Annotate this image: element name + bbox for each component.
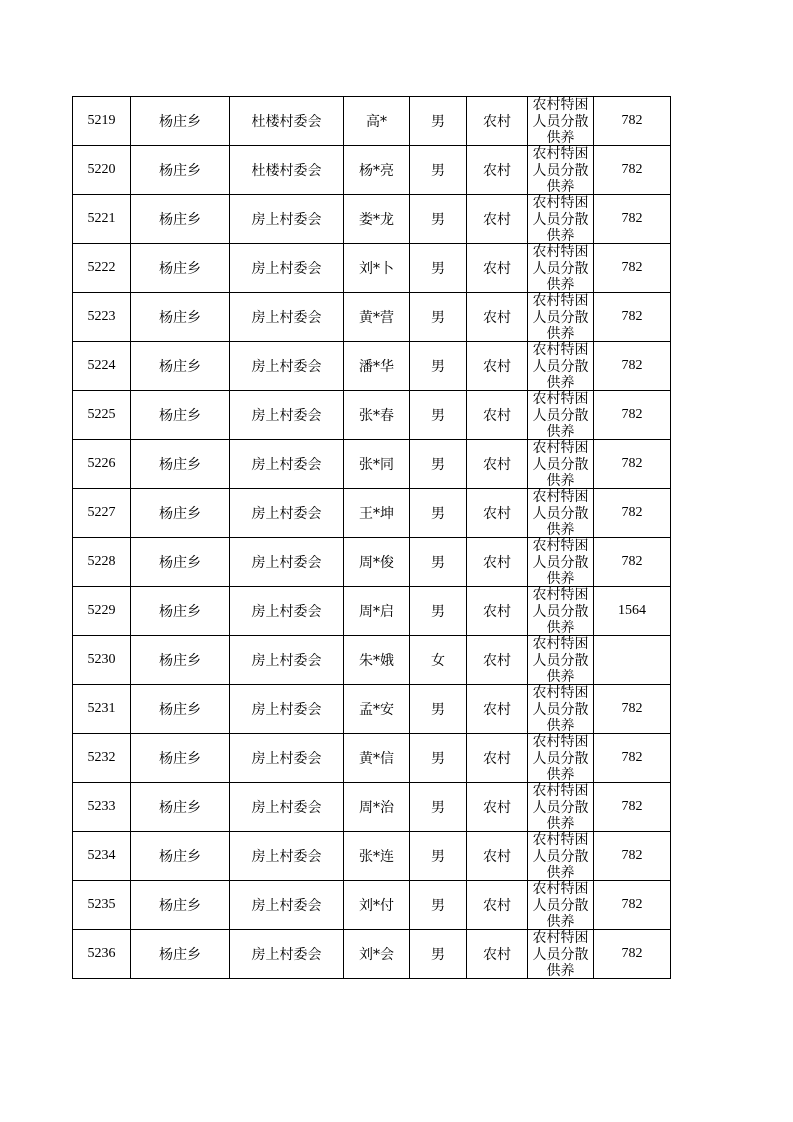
- cell-village: 房上村委会: [230, 489, 344, 538]
- cell-area: 农村: [467, 293, 528, 342]
- category-text: 农村特困人员分散供养: [532, 244, 589, 292]
- cell-id: 5234: [73, 832, 131, 881]
- cell-category: [528, 930, 594, 979]
- cell-area: 农村: [467, 636, 528, 685]
- cell-area: 农村: [467, 244, 528, 293]
- cell-township: 杨庄乡: [131, 391, 230, 440]
- cell-township: 杨庄乡: [131, 930, 230, 979]
- cell-village: 房上村委会: [230, 342, 344, 391]
- cell-township: 杨庄乡: [131, 293, 230, 342]
- cell-id: 5228: [73, 538, 131, 587]
- cell-village: 房上村委会: [230, 293, 344, 342]
- cell-area: 农村: [467, 783, 528, 832]
- cell-category: [528, 489, 594, 538]
- cell-township: 杨庄乡: [131, 195, 230, 244]
- cell-gender: 男: [410, 146, 467, 195]
- category-text: 农村特困人员分散供养: [532, 587, 589, 635]
- cell-gender: 男: [410, 244, 467, 293]
- cell-id: 5229: [73, 587, 131, 636]
- cell-area: 农村: [467, 734, 528, 783]
- cell-area: 农村: [467, 342, 528, 391]
- cell-id: 5221: [73, 195, 131, 244]
- cell-amount: 782: [594, 783, 671, 832]
- cell-amount: 1564: [594, 587, 671, 636]
- cell-id: 5222: [73, 244, 131, 293]
- cell-gender: 男: [410, 391, 467, 440]
- cell-area: 农村: [467, 146, 528, 195]
- table-row: [73, 538, 671, 587]
- cell-id: 5219: [73, 97, 131, 146]
- cell-village: 房上村委会: [230, 587, 344, 636]
- cell-name: 刘*付: [344, 881, 410, 930]
- cell-name: 周*治: [344, 783, 410, 832]
- table-row: [73, 636, 671, 685]
- cell-gender: 男: [410, 881, 467, 930]
- cell-village: 房上村委会: [230, 440, 344, 489]
- cell-amount: 782: [594, 293, 671, 342]
- table-row: [73, 587, 671, 636]
- cell-name: 娄*龙: [344, 195, 410, 244]
- cell-name: 王*坤: [344, 489, 410, 538]
- cell-gender: 男: [410, 97, 467, 146]
- cell-id: 5236: [73, 930, 131, 979]
- cell-township: 杨庄乡: [131, 342, 230, 391]
- table-row: [73, 97, 671, 146]
- cell-village: 房上村委会: [230, 734, 344, 783]
- cell-amount: 782: [594, 440, 671, 489]
- cell-amount: 782: [594, 146, 671, 195]
- cell-id: 5230: [73, 636, 131, 685]
- cell-township: 杨庄乡: [131, 881, 230, 930]
- cell-id: 5235: [73, 881, 131, 930]
- cell-id: 5220: [73, 146, 131, 195]
- cell-category: [528, 146, 594, 195]
- cell-gender: 男: [410, 342, 467, 391]
- cell-id: 5227: [73, 489, 131, 538]
- table-row: [73, 881, 671, 930]
- cell-township: 杨庄乡: [131, 440, 230, 489]
- cell-township: 杨庄乡: [131, 734, 230, 783]
- cell-township: 杨庄乡: [131, 587, 230, 636]
- cell-category: [528, 734, 594, 783]
- cell-category: [528, 587, 594, 636]
- cell-gender: 男: [410, 538, 467, 587]
- cell-township: 杨庄乡: [131, 97, 230, 146]
- category-text: 农村特困人员分散供养: [532, 636, 589, 684]
- cell-area: 农村: [467, 391, 528, 440]
- cell-village: 房上村委会: [230, 636, 344, 685]
- category-text: 农村特困人员分散供养: [532, 146, 589, 194]
- cell-id: 5223: [73, 293, 131, 342]
- category-text: 农村特困人员分散供养: [532, 881, 589, 929]
- cell-township: 杨庄乡: [131, 783, 230, 832]
- cell-category: [528, 293, 594, 342]
- cell-name: 张*同: [344, 440, 410, 489]
- cell-area: 农村: [467, 489, 528, 538]
- table-row: [73, 832, 671, 881]
- cell-name: 黄*营: [344, 293, 410, 342]
- cell-area: 农村: [467, 832, 528, 881]
- cell-name: 张*春: [344, 391, 410, 440]
- cell-gender: 男: [410, 587, 467, 636]
- cell-gender: 男: [410, 489, 467, 538]
- cell-gender: 男: [410, 293, 467, 342]
- category-text: 农村特困人员分散供养: [532, 538, 589, 586]
- cell-gender: 男: [410, 930, 467, 979]
- cell-area: 农村: [467, 930, 528, 979]
- cell-area: 农村: [467, 685, 528, 734]
- cell-category: [528, 881, 594, 930]
- cell-id: 5224: [73, 342, 131, 391]
- cell-id: 5226: [73, 440, 131, 489]
- cell-township: 杨庄乡: [131, 538, 230, 587]
- cell-amount: 782: [594, 930, 671, 979]
- cell-village: 房上村委会: [230, 881, 344, 930]
- category-text: 农村特困人员分散供养: [532, 391, 589, 439]
- category-text: 农村特困人员分散供养: [532, 342, 589, 390]
- table-row: [73, 195, 671, 244]
- cell-category: [528, 538, 594, 587]
- cell-category: [528, 342, 594, 391]
- table-row: [73, 293, 671, 342]
- cell-category: [528, 195, 594, 244]
- cell-name: 周*俊: [344, 538, 410, 587]
- beneficiary-table: [72, 96, 671, 979]
- cell-category: [528, 783, 594, 832]
- cell-gender: 男: [410, 195, 467, 244]
- cell-gender: 男: [410, 685, 467, 734]
- cell-village: 杜楼村委会: [230, 146, 344, 195]
- cell-name: 潘*华: [344, 342, 410, 391]
- category-text: 农村特困人员分散供养: [532, 489, 589, 537]
- cell-area: 农村: [467, 195, 528, 244]
- table-row: [73, 685, 671, 734]
- cell-name: 高*: [344, 97, 410, 146]
- cell-amount: 782: [594, 685, 671, 734]
- cell-village: 房上村委会: [230, 538, 344, 587]
- cell-gender: 男: [410, 440, 467, 489]
- cell-amount: 782: [594, 195, 671, 244]
- cell-name: 刘*会: [344, 930, 410, 979]
- cell-gender: 女: [410, 636, 467, 685]
- cell-category: [528, 832, 594, 881]
- category-text: 农村特困人员分散供养: [532, 440, 589, 488]
- cell-village: 杜楼村委会: [230, 97, 344, 146]
- table-row: [73, 440, 671, 489]
- cell-area: 农村: [467, 881, 528, 930]
- cell-amount: 782: [594, 391, 671, 440]
- cell-area: 农村: [467, 97, 528, 146]
- cell-id: 5233: [73, 783, 131, 832]
- cell-amount: [594, 636, 671, 685]
- cell-village: 房上村委会: [230, 930, 344, 979]
- table-row: [73, 734, 671, 783]
- cell-amount: 782: [594, 244, 671, 293]
- cell-township: 杨庄乡: [131, 244, 230, 293]
- table-row: [73, 783, 671, 832]
- category-text: 农村特困人员分散供养: [532, 195, 589, 243]
- category-text: 农村特困人员分散供养: [532, 293, 589, 341]
- cell-township: 杨庄乡: [131, 832, 230, 881]
- table-row: [73, 391, 671, 440]
- cell-name: 朱*娥: [344, 636, 410, 685]
- cell-name: 杨*亮: [344, 146, 410, 195]
- cell-name: 张*连: [344, 832, 410, 881]
- cell-village: 房上村委会: [230, 783, 344, 832]
- category-text: 农村特困人员分散供养: [532, 930, 589, 978]
- cell-village: 房上村委会: [230, 832, 344, 881]
- cell-amount: 782: [594, 489, 671, 538]
- cell-name: 周*启: [344, 587, 410, 636]
- cell-category: [528, 97, 594, 146]
- cell-gender: 男: [410, 832, 467, 881]
- cell-name: 黄*信: [344, 734, 410, 783]
- cell-id: 5232: [73, 734, 131, 783]
- cell-amount: 782: [594, 342, 671, 391]
- table-row: [73, 930, 671, 979]
- cell-village: 房上村委会: [230, 244, 344, 293]
- cell-amount: 782: [594, 881, 671, 930]
- cell-area: 农村: [467, 538, 528, 587]
- cell-township: 杨庄乡: [131, 489, 230, 538]
- cell-category: [528, 244, 594, 293]
- cell-category: [528, 440, 594, 489]
- cell-amount: 782: [594, 832, 671, 881]
- cell-name: 刘*卜: [344, 244, 410, 293]
- cell-gender: 男: [410, 734, 467, 783]
- table-body: [73, 97, 671, 979]
- cell-amount: 782: [594, 538, 671, 587]
- cell-township: 杨庄乡: [131, 146, 230, 195]
- cell-category: [528, 391, 594, 440]
- cell-name: 孟*安: [344, 685, 410, 734]
- cell-area: 农村: [467, 440, 528, 489]
- cell-category: [528, 685, 594, 734]
- cell-gender: 男: [410, 783, 467, 832]
- cell-township: 杨庄乡: [131, 685, 230, 734]
- cell-id: 5225: [73, 391, 131, 440]
- cell-amount: 782: [594, 97, 671, 146]
- table-row: [73, 146, 671, 195]
- category-text: 农村特困人员分散供养: [532, 685, 589, 733]
- table-row: [73, 342, 671, 391]
- table-row: [73, 489, 671, 538]
- cell-category: [528, 636, 594, 685]
- cell-village: 房上村委会: [230, 195, 344, 244]
- cell-amount: 782: [594, 734, 671, 783]
- cell-township: 杨庄乡: [131, 636, 230, 685]
- category-text: 农村特困人员分散供养: [532, 97, 589, 145]
- category-text: 农村特困人员分散供养: [532, 832, 589, 880]
- category-text: 农村特困人员分散供养: [532, 734, 589, 782]
- table-row: [73, 244, 671, 293]
- cell-id: 5231: [73, 685, 131, 734]
- cell-village: 房上村委会: [230, 391, 344, 440]
- category-text: 农村特困人员分散供养: [532, 783, 589, 831]
- cell-area: 农村: [467, 587, 528, 636]
- cell-village: 房上村委会: [230, 685, 344, 734]
